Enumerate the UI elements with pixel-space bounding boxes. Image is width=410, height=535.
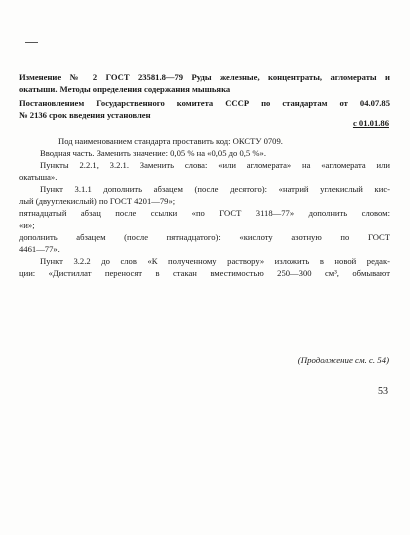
body-line: 4461—77». <box>19 244 60 254</box>
effective-date: с 01.01.86 <box>352 118 389 128</box>
body-line: окатыша». <box>19 172 58 182</box>
page-number: 53 <box>378 386 388 397</box>
heading-line-1: Изменение № 2 ГОСТ 23581.8—79 Руды железные, концентраты, агломераты и <box>19 72 390 82</box>
body-line: Пункт 3.2.2 до слов «К полученному раствору» изложить в новой редак- <box>40 256 390 266</box>
heading-line-2: окатыши. Методы определения содержания мышьяка <box>19 84 231 94</box>
resolution-line-2: № 2136 срок введения установлен <box>19 110 151 120</box>
corner-mark <box>25 42 38 43</box>
body-line: «и»; <box>19 220 35 230</box>
body-line: Под наименованием стандарта проставить код: ОКСТУ 0709. <box>58 136 283 146</box>
body-line: Пункты 2.2.1, 3.2.1. Заменить слова: «или агломерата» на «агломерата или <box>40 160 390 170</box>
change-heading <box>19 71 390 95</box>
body-line: лый (двууглекислый) по ГОСТ 4201—79»; <box>19 196 176 206</box>
body-line: Вводная часть. Заменить значение: 0,05 % на «0,05 до 0,5 %». <box>40 148 266 158</box>
continuation-note: (Продолжение см. с. 54) <box>297 355 389 365</box>
body-line: ции: «Дистиллат переносят в стакан вместимостью 250—300 см³, обмывают <box>19 268 390 278</box>
body-line: дополнить абзацем (после пятнадцатого): «кислоту азотную по ГОСТ <box>19 232 390 242</box>
resolution-line-1: Постановлением Государственного комитета СССР по стандартам от 04.07.85 <box>19 98 390 108</box>
resolution-text <box>19 97 390 121</box>
body-line: Пункт 3.1.1 дополнить абзацем (после десятого): «натрий углекислый кис- <box>40 184 390 194</box>
body-line: пятнадцатый абзац после ссылки «по ГОСТ 3118—77» дополнить словом: <box>19 208 390 218</box>
